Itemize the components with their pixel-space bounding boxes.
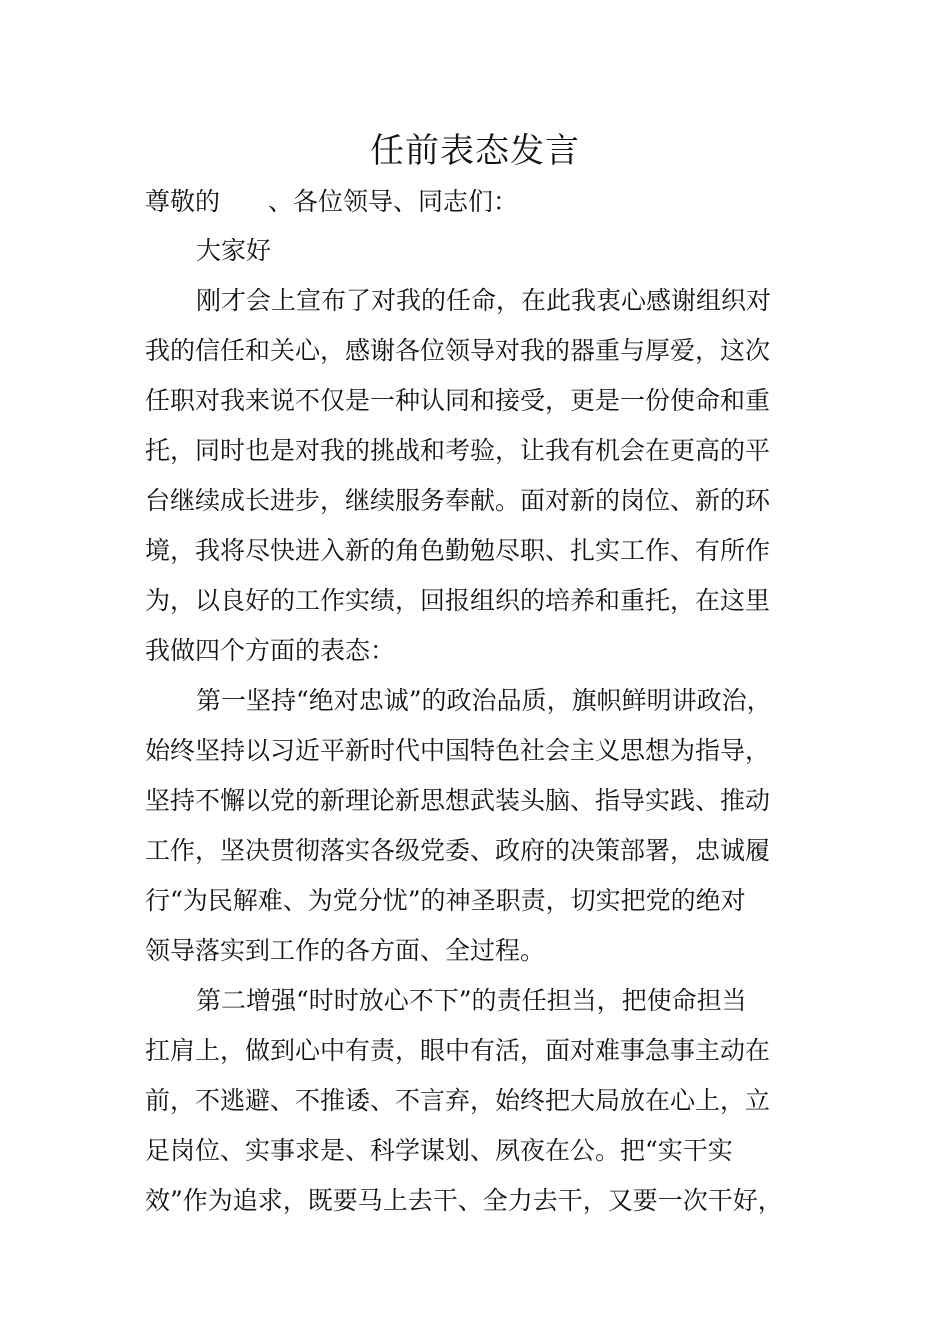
paragraph-line: 始终坚持以习近平新时代中国特色社会主义思想为指导， [145,736,771,765]
salutation-part1: 尊敬的 [145,187,221,216]
paragraph-line: 台继续成长进步，继续服务奉献。面对新的岗位、新的环 [145,486,771,515]
paragraph-line: 行“为民解难、为党分忧”的神圣职责，切实把党的绝对 [145,886,746,915]
paragraph-line: 效”作为追求，既要马上去干、全力去干，又要一次干好， [145,1186,783,1215]
paragraph-line: 足岗位、实事求是、科学谋划、夙夜在公。把“实干实 [145,1136,733,1165]
paragraph-line: 第一坚持“绝对忠诚”的政治品质，旗帜鲜明讲政治， [196,686,772,715]
paragraph-line: 我的信任和关心，感谢各位领导对我的器重与厚爱，这次 [145,336,771,365]
paragraph-line: 领导落实到工作的各方面、全过程。 [145,936,546,965]
greeting: 大家好 [196,236,272,265]
salutation-part2: 、各位领导、同志们： [268,187,519,216]
paragraph-line: 坚持不懈以党的新理论新思想武装头脑、指导实践、推动 [145,786,771,815]
paragraph-line: 为，以良好的工作实绩，回报组织的培养和重托，在这里 [145,586,771,615]
paragraph-line: 前，不逃避、不推诿、不言弃，始终把大局放在心上，立 [145,1086,771,1115]
document-title: 任前表态发言 [370,131,580,171]
paragraph-line: 我做四个方面的表态： [145,636,396,665]
paragraph-line: 境，我将尽快进入新的角色勤勉尽职、扎实工作、有所作 [145,536,771,565]
paragraph-line: 工作，坚决贯彻落实各级党委、政府的决策部署，忠诚履 [145,836,771,865]
salutation [145,182,805,222]
paragraph-line: 任职对我来说不仅是一种认同和接受，更是一份使命和重 [145,386,771,415]
paragraph-line: 托，同时也是对我的挑战和考验，让我有机会在更高的平 [145,436,771,465]
paragraph-line: 第二增强“时时放心不下”的责任担当，把使命担当 [196,986,747,1015]
paragraph-line: 扛肩上，做到心中有责，眼中有活，面对难事急事主动在 [145,1036,771,1065]
paragraph-line: 刚才会上宣布了对我的任命，在此我衷心感谢组织对 [196,286,772,315]
